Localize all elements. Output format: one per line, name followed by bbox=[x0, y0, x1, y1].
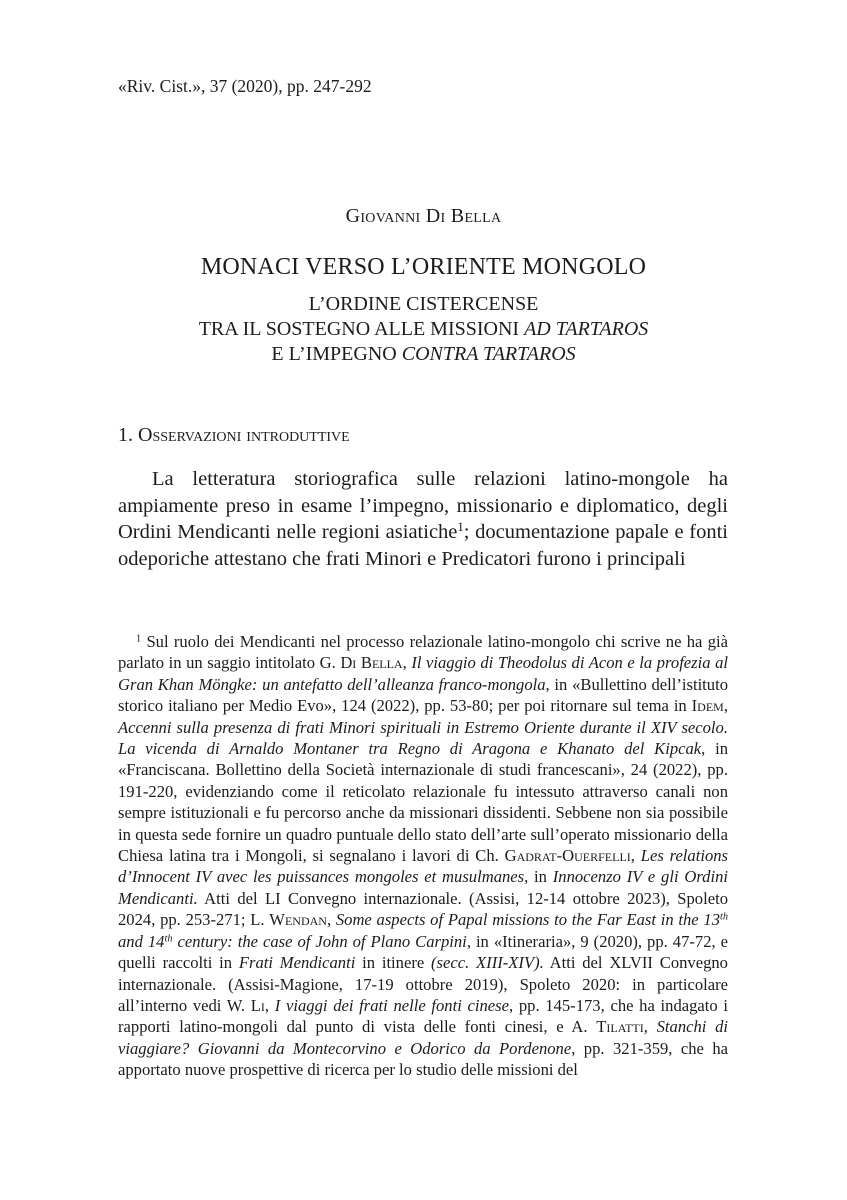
fn-text: Atti del LI Convegno internazionale. (Assisi, 12-14 ottobre 2023), Spoleto 2024, pp. 253-271; L. bbox=[118, 888, 728, 930]
fn-text: , in «Bullettino dell’istituto storico italiano per Medio Evo», 124 (2022), pp. 53-80; per poi ritornare sul tema in bbox=[118, 674, 728, 716]
subtitle-line-1: L’ORDINE CISTERCENSE bbox=[308, 293, 539, 315]
fn-title: Accenni sulla presenza di frati Minori spirituali in Estremo Oriente durante il XIV secolo. La vicenda di Arnaldo Montaner tra Regno di Aragona e Khanato del Kipcak bbox=[118, 717, 728, 759]
fn-title: Stanchi di viaggiare? Giovanni da Montecorvino e Odorico da Pordenone bbox=[118, 1017, 728, 1058]
fn-text: in itinere bbox=[355, 953, 432, 973]
fn-text: , bbox=[264, 995, 275, 1015]
subtitle-line-2 bbox=[0, 317, 847, 342]
subtitle-text: TRA IL SOSTEGNO ALLE MISSIONI bbox=[198, 318, 525, 340]
section-number: 1. bbox=[118, 424, 138, 446]
fn-text: , bbox=[326, 910, 336, 930]
subtitle-line-3 bbox=[0, 342, 847, 367]
fn-title: Innocenzo IV e gli Ordini Mendicanti. bbox=[118, 867, 728, 908]
fn-author: Tilatti bbox=[596, 1017, 644, 1037]
article-subtitle bbox=[0, 292, 847, 367]
footnote-1 bbox=[118, 631, 728, 1081]
fn-author: Idem bbox=[691, 696, 724, 716]
footnote-reference: 1 bbox=[457, 520, 464, 535]
article-title: MONACI VERSO L’ORIENTE MONGOLO bbox=[200, 254, 647, 280]
author-name: Giovanni Di Bella bbox=[345, 205, 502, 227]
superscript: th bbox=[720, 911, 729, 923]
fn-author: Gadrat-Ouerfelli bbox=[504, 846, 631, 866]
fn-text: , in «Franciscana. Bollettino della Società internazionale di studi francescani», 24 (2022), pp. 191-220, evidenziando come il reticolato relazionale fu intessuto attraverso canali non sempre istituzionali e fu percorso anche da missionari dissidenti. Sebbene non sia possibile in questa sede fornire un quadro puntuale dello stato dell’arte sull’operato missionario della Chiesa latina tra i Mongoli, si segnalano i lavori di Ch. bbox=[118, 739, 728, 866]
footnote-number: 1 bbox=[136, 633, 142, 645]
body-text: ; documentazione papale e fonti odeporiche attestano che frati Minori e Predicatori furono i principali bbox=[118, 521, 728, 570]
fn-title: (secc. XIII-XIV). bbox=[431, 953, 544, 973]
section-heading bbox=[118, 424, 350, 447]
subtitle-text: E L’IMPEGNO bbox=[271, 343, 402, 365]
fn-text: , pp. 145-173, che ha indagato i rapporti latino-mongoli dal punto di vista delle fonti cinesi, e A. bbox=[118, 995, 728, 1037]
body-text: La letteratura storiografica sulle relazioni latino-mongole ha ampiamente preso in esame l’impegno, missionario e diplomatico, degli Ordini Mendicanti nelle regioni asiatiche bbox=[118, 468, 728, 543]
fn-title: I viaggi dei frati nelle fonti cinese bbox=[274, 995, 509, 1015]
fn-title-part: and 14 bbox=[118, 931, 165, 951]
fn-text: , pp. 321-359, che ha apportato nuove prospettive di ricerca per lo studio delle missioni del bbox=[118, 1038, 728, 1080]
fn-text: , bbox=[723, 696, 728, 716]
fn-text: , bbox=[630, 846, 641, 866]
fn-title-part: Some aspects of Papal missions to the Far East in the 13 bbox=[335, 910, 721, 930]
fn-text: , bbox=[643, 1017, 657, 1037]
fn-text: Sul ruolo dei Mendicanti nel processo relazionale latino-mongolo chi scrive ne ha già parlato in un saggio intitolato G. bbox=[118, 632, 728, 673]
fn-title: Il viaggio di Theodolus di Acon e la profezia al Gran Khan Möngke: un antefatto dell’alleanza franco-mongola bbox=[118, 653, 729, 694]
fn-text: , in bbox=[524, 867, 553, 887]
subtitle-italic: AD TARTAROS bbox=[524, 318, 649, 340]
fn-title: Frati Mendicanti bbox=[238, 953, 356, 973]
fn-text: , in «Itineraria», 9 (2020), pp. 47-72, e quelli raccolti in bbox=[118, 931, 729, 973]
fn-author: Di Bella bbox=[340, 653, 403, 673]
journal-reference: «Riv. Cist.», 37 (2020), pp. 247-292 bbox=[118, 76, 372, 96]
fn-author: Wendan bbox=[269, 910, 327, 930]
fn-title: Les relations d’Innocent IV avec les puissances mongoles et musulmanes bbox=[118, 846, 728, 887]
body-paragraph bbox=[118, 466, 728, 572]
fn-text: Atti del XLVII Convegno internazionale. (Assisi-Magione, 17-19 ottobre 2019), Spoleto 2020: in particolare all’interno vedi W. bbox=[118, 953, 728, 1015]
fn-title-part: century: the case of John of Plano Carpini bbox=[172, 931, 467, 951]
fn-author: Li bbox=[250, 995, 265, 1015]
superscript: th bbox=[164, 933, 173, 945]
section-title: Osservazioni introduttive bbox=[138, 424, 350, 446]
fn-text: , bbox=[402, 653, 412, 673]
subtitle-italic: CONTRA TARTAROS bbox=[401, 343, 576, 365]
